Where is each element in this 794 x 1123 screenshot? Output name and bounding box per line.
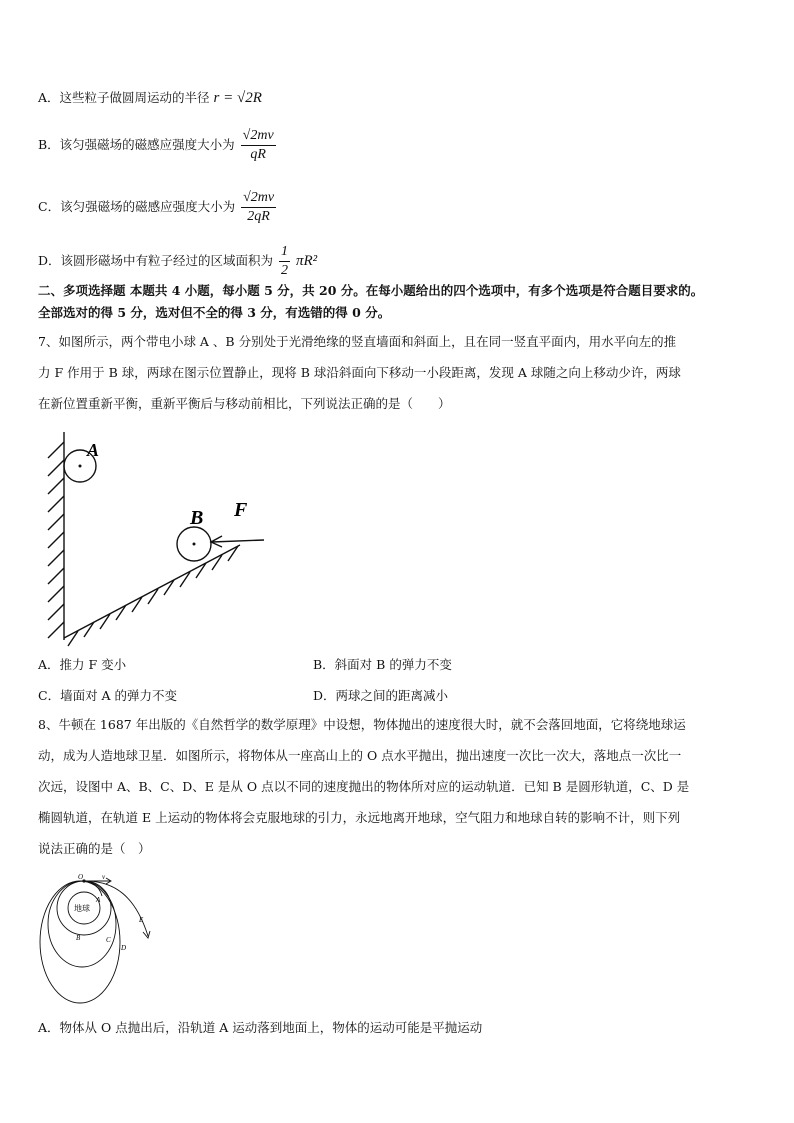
q6-option-d-numerator: 1 <box>279 244 290 262</box>
q6-option-c-label: C．该匀强磁场的磁感应强度大小为 <box>38 199 236 214</box>
q8-label-e: E <box>139 916 144 924</box>
q8-label-earth: 地球 <box>74 904 90 913</box>
q7-line-2: 力 F 作用于 B 球，两球在图示位置静止，现将 B 球沿斜面向下移动一小段距离，发现 A 球随之向上移动少许，两球 <box>38 365 681 380</box>
q8-label-v: v <box>102 873 106 881</box>
q7-option-a: A．推力 F 变小 <box>38 657 127 672</box>
q6-option-b <box>38 128 278 163</box>
section2-rule: 全部选对的得 5 分，选对但不全的得 3 分，有选错的得 0 分。 <box>38 305 391 320</box>
q6-option-a-formula: r = √2R <box>213 90 262 106</box>
q6-option-a <box>38 88 262 107</box>
q8-line-2: 动，成为人造地球卫星．如图所示，将物体从一座高山上的 O 点水平抛出，抛出速度一次比一次大，落地点一次比一 <box>38 748 682 763</box>
q6-option-c-numerator: √2mv <box>241 190 276 208</box>
q6-option-c <box>38 190 278 225</box>
q7-line-3: 在新位置重新平衡，重新平衡后与移动前相比，下列说法正确的是（ ） <box>38 396 451 411</box>
q8-stem <box>38 709 758 864</box>
q8-label-d: D <box>121 944 127 952</box>
q6-option-b-fraction <box>241 128 276 163</box>
q7-option-b: B．斜面对 B 的弹力不变 <box>313 657 452 672</box>
q8-figure <box>36 870 166 1004</box>
q6-option-b-label: B．该匀强磁场的磁感应强度大小为 <box>38 137 235 152</box>
q7-incline-hatching <box>68 546 238 646</box>
q6-option-d <box>38 244 317 279</box>
q6-option-d-denominator: 2 <box>281 263 289 278</box>
q6-option-a-label: A．这些粒子做圆周运动的半径 <box>38 90 210 105</box>
q7-figure <box>40 428 280 650</box>
q8-line-5: 说法正确的是（ ） <box>38 841 151 856</box>
section2-title: 二、多项选择题 本题共 4 小题，每小题 5 分，共 20 分。在每小题给出的四个选项中，有多个选项是符合题目要求的。 <box>38 283 704 298</box>
q6-option-d-fraction <box>279 244 290 279</box>
q6-option-b-denominator: qR <box>250 147 266 162</box>
q7-ball-b-center <box>193 543 196 546</box>
q6-option-c-denominator: 2qR <box>247 209 270 224</box>
q6-option-c-fraction <box>241 190 276 225</box>
q7-label-b: B <box>190 507 204 529</box>
q8-label-a: A <box>96 896 101 904</box>
q7-wall-hatching <box>48 442 64 638</box>
q8-line-1: 8、牛顿在 1687 年出版的《自然哲学的数学原理》中设想，物体抛出的速度很大时，就不会落回地面，它将绕地球运 <box>38 717 686 732</box>
q6-option-d-label: D．该圆形磁场中有粒子经过的区域面积为 <box>38 253 274 268</box>
q8-orbit-e <box>82 881 148 936</box>
q7-line-1: 7、如图所示，两个带电小球 A 、B 分别处于光滑绝缘的竖直墙面和斜面上，且在同一竖直平面内，用水平向左的推 <box>38 334 677 349</box>
q7-option-d: D．两球之间的距离减小 <box>313 688 449 703</box>
q7-ball-a-center <box>79 465 82 468</box>
q8-option-a: A．物体从 O 点抛出后，沿轨道 A 运动落到地面上，物体的运动可能是平抛运动 <box>38 1020 483 1035</box>
q7-stem <box>38 326 758 419</box>
q8-label-c: C <box>106 936 111 944</box>
q6-option-b-numerator: √2mv <box>241 128 276 146</box>
section2-header <box>38 280 758 324</box>
q7-incline <box>64 545 240 638</box>
q6-option-d-tail: πR² <box>296 253 318 269</box>
q7-label-a: A <box>87 440 100 460</box>
q7-option-c: C．墙面对 A 的弹力不变 <box>38 688 178 703</box>
q8-line-3: 次远，设图中 A、B、C、D、E 是从 O 点以不同的速度抛出的物体所对应的运动轨道．已知 B 是圆形轨道，C、D 是 <box>38 779 690 794</box>
q8-label-o: O <box>78 873 84 881</box>
q7-label-f: F <box>234 499 248 521</box>
q7-force-arrow <box>212 540 264 542</box>
q8-line-4: 椭圆轨道，在轨道 E 上运动的物体将会克服地球的引力，永远地离开地球，空气阻力和地球自转的影响不计，则下列 <box>38 810 681 825</box>
q8-label-b: B <box>76 934 81 942</box>
